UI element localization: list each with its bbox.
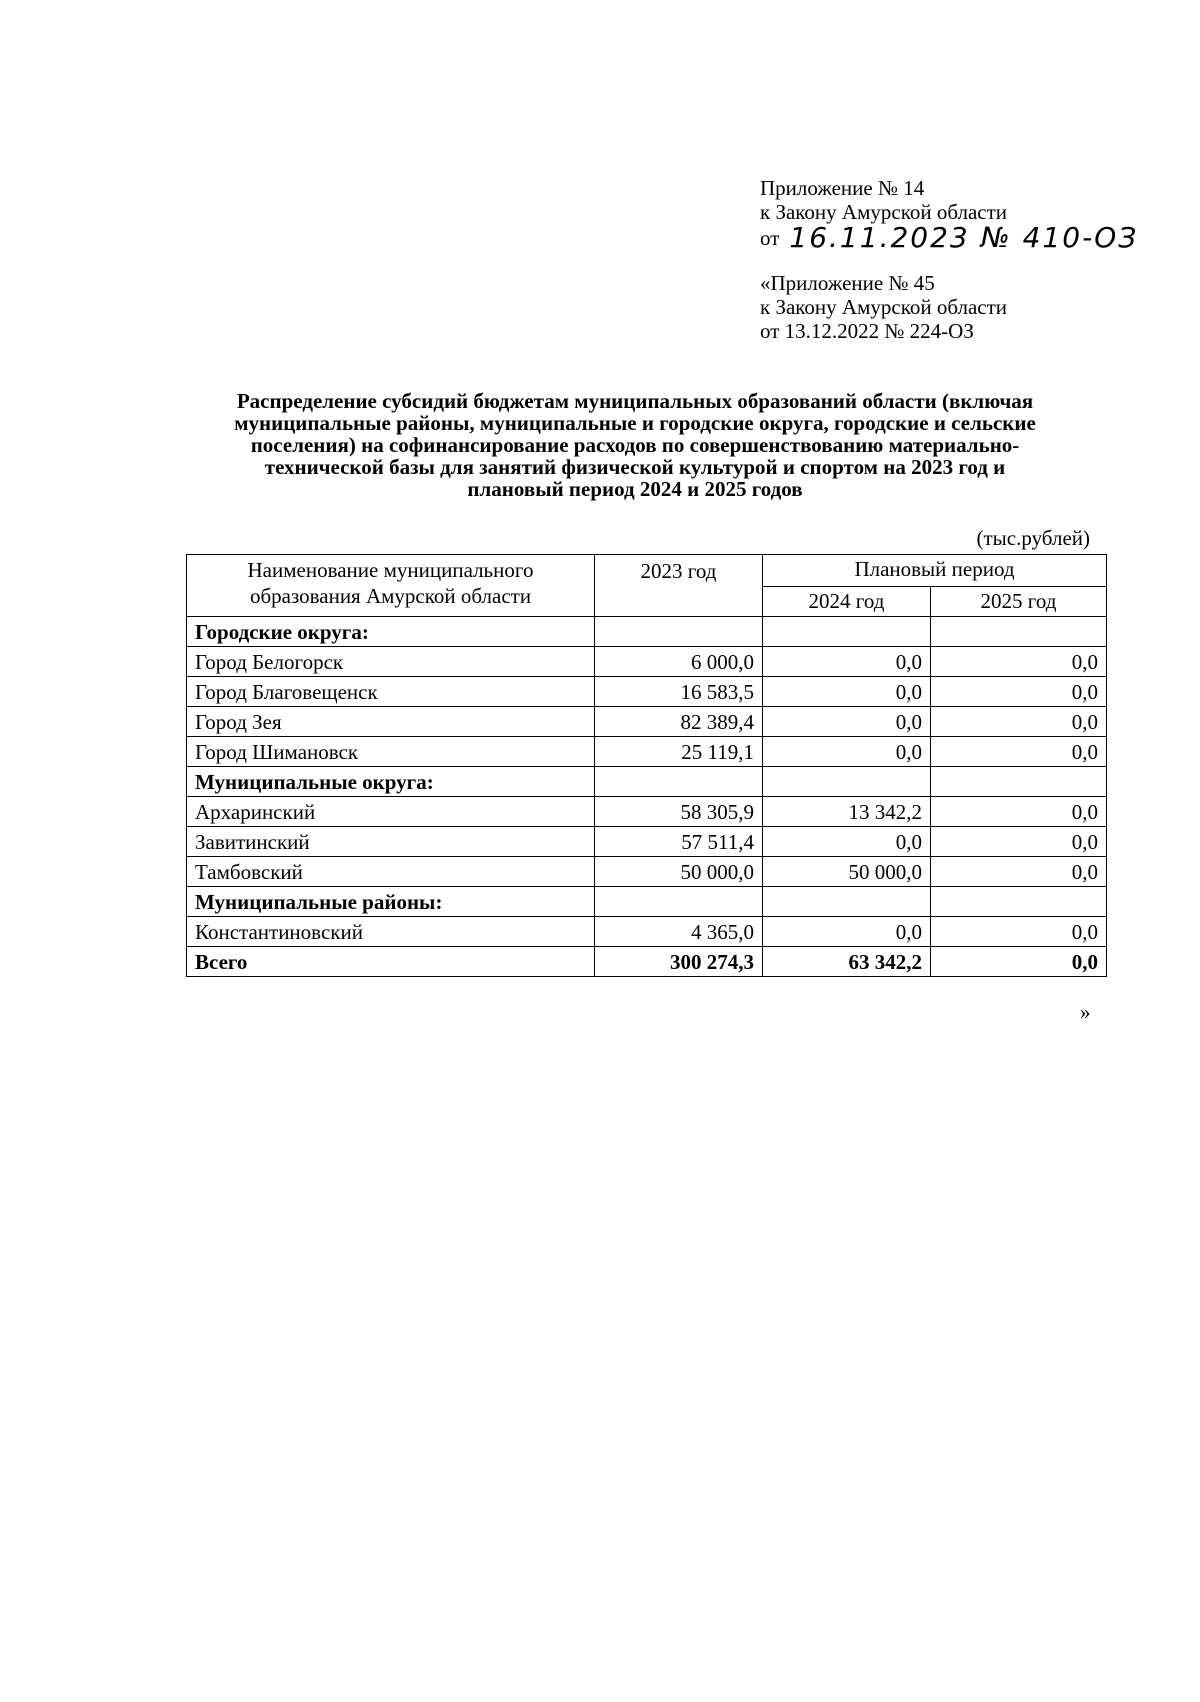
value-2024: 13 342,2 bbox=[763, 797, 931, 827]
value-2024: 0,0 bbox=[763, 917, 931, 947]
total-2025: 0,0 bbox=[931, 947, 1107, 977]
appendix-date-prefix: от bbox=[760, 226, 780, 250]
units-label: (тыс.рублей) bbox=[976, 526, 1090, 550]
table-row bbox=[187, 707, 1107, 737]
title-line: технической базы для занятий физической культурой и спортом на 2023 год и bbox=[264, 455, 1006, 479]
table-row bbox=[187, 857, 1107, 887]
value-2025: 0,0 bbox=[931, 707, 1107, 737]
municipality-name: Город Зея bbox=[187, 707, 595, 737]
title-line: муниципальные районы, муниципальные и городские округа, городские и сельские bbox=[234, 411, 1036, 435]
municipality-name: Город Благовещенск bbox=[187, 677, 595, 707]
empty-cell bbox=[931, 767, 1107, 797]
value-2025: 0,0 bbox=[931, 917, 1107, 947]
header-name: Наименование муниципального образования Амурской области bbox=[187, 555, 595, 617]
empty-cell bbox=[931, 887, 1107, 917]
section-row bbox=[187, 887, 1107, 917]
appendix-law: к Закону Амурской области bbox=[760, 200, 1008, 224]
section-title: Муниципальные округа: bbox=[187, 767, 595, 797]
table-header-row bbox=[187, 555, 1107, 587]
value-2023: 16 583,5 bbox=[595, 677, 763, 707]
value-2023: 58 305,9 bbox=[595, 797, 763, 827]
previous-appendix-number: «Приложение № 45 bbox=[760, 271, 935, 295]
empty-cell bbox=[763, 617, 931, 647]
title-line: плановый период 2024 и 2025 годов bbox=[467, 477, 803, 501]
closing-quote: » bbox=[1080, 1000, 1091, 1024]
appendix-header bbox=[760, 176, 1139, 254]
document-title bbox=[170, 390, 1100, 500]
value-2025: 0,0 bbox=[931, 647, 1107, 677]
section-row bbox=[187, 617, 1107, 647]
title-line: поселения) на софинансирование расходов по совершенствованию материально- bbox=[250, 433, 1020, 457]
value-2025: 0,0 bbox=[931, 737, 1107, 767]
municipality-name: Город Шимановск bbox=[187, 737, 595, 767]
table-row bbox=[187, 737, 1107, 767]
empty-cell bbox=[763, 767, 931, 797]
value-2025: 0,0 bbox=[931, 797, 1107, 827]
empty-cell bbox=[931, 617, 1107, 647]
municipality-name: Завитинский bbox=[187, 827, 595, 857]
value-2024: 50 000,0 bbox=[763, 857, 931, 887]
table-row bbox=[187, 827, 1107, 857]
section-title: Городские округа: bbox=[187, 617, 595, 647]
value-2023: 4 365,0 bbox=[595, 917, 763, 947]
value-2024: 0,0 bbox=[763, 647, 931, 677]
value-2024: 0,0 bbox=[763, 737, 931, 767]
value-2025: 0,0 bbox=[931, 857, 1107, 887]
table-row bbox=[187, 917, 1107, 947]
table-row bbox=[187, 647, 1107, 677]
municipality-name: Архаринский bbox=[187, 797, 595, 827]
value-2023: 82 389,4 bbox=[595, 707, 763, 737]
empty-cell bbox=[763, 887, 931, 917]
value-2025: 0,0 bbox=[931, 827, 1107, 857]
total-2023: 300 274,3 bbox=[595, 947, 763, 977]
empty-cell bbox=[595, 617, 763, 647]
subsidy-table bbox=[186, 554, 1107, 977]
value-2025: 0,0 bbox=[931, 677, 1107, 707]
municipality-name: Город Белогорск bbox=[187, 647, 595, 677]
appendix-date-line bbox=[760, 221, 1139, 254]
header-2025: 2025 год bbox=[931, 587, 1107, 617]
section-row bbox=[187, 767, 1107, 797]
value-2024: 0,0 bbox=[763, 827, 931, 857]
value-2024: 0,0 bbox=[763, 677, 931, 707]
value-2023: 6 000,0 bbox=[595, 647, 763, 677]
header-2024: 2024 год bbox=[763, 587, 931, 617]
value-2023: 50 000,0 bbox=[595, 857, 763, 887]
handwritten-date-number: 16.11.2023 № 410-ОЗ bbox=[789, 221, 1139, 254]
header-2023: 2023 год bbox=[595, 555, 763, 617]
municipality-name: Константиновский bbox=[187, 917, 595, 947]
section-title: Муниципальные районы: bbox=[187, 887, 595, 917]
municipality-name: Тамбовский bbox=[187, 857, 595, 887]
total-label: Всего bbox=[187, 947, 595, 977]
empty-cell bbox=[595, 767, 763, 797]
title-line: Распределение субсидий бюджетам муниципальных образований области (включая bbox=[236, 389, 1034, 413]
header-planned-period: Плановый период bbox=[763, 555, 1107, 587]
empty-cell bbox=[595, 887, 763, 917]
appendix-number: Приложение № 14 bbox=[760, 176, 925, 200]
table-row bbox=[187, 677, 1107, 707]
previous-appendix-header bbox=[760, 271, 1007, 343]
total-2024: 63 342,2 bbox=[763, 947, 931, 977]
previous-appendix-date: от 13.12.2022 № 224-ОЗ bbox=[760, 319, 974, 343]
value-2023: 57 511,4 bbox=[595, 827, 763, 857]
total-row bbox=[187, 947, 1107, 977]
value-2024: 0,0 bbox=[763, 707, 931, 737]
value-2023: 25 119,1 bbox=[595, 737, 763, 767]
previous-appendix-law: к Закону Амурской области bbox=[760, 295, 1008, 319]
table-row bbox=[187, 797, 1107, 827]
